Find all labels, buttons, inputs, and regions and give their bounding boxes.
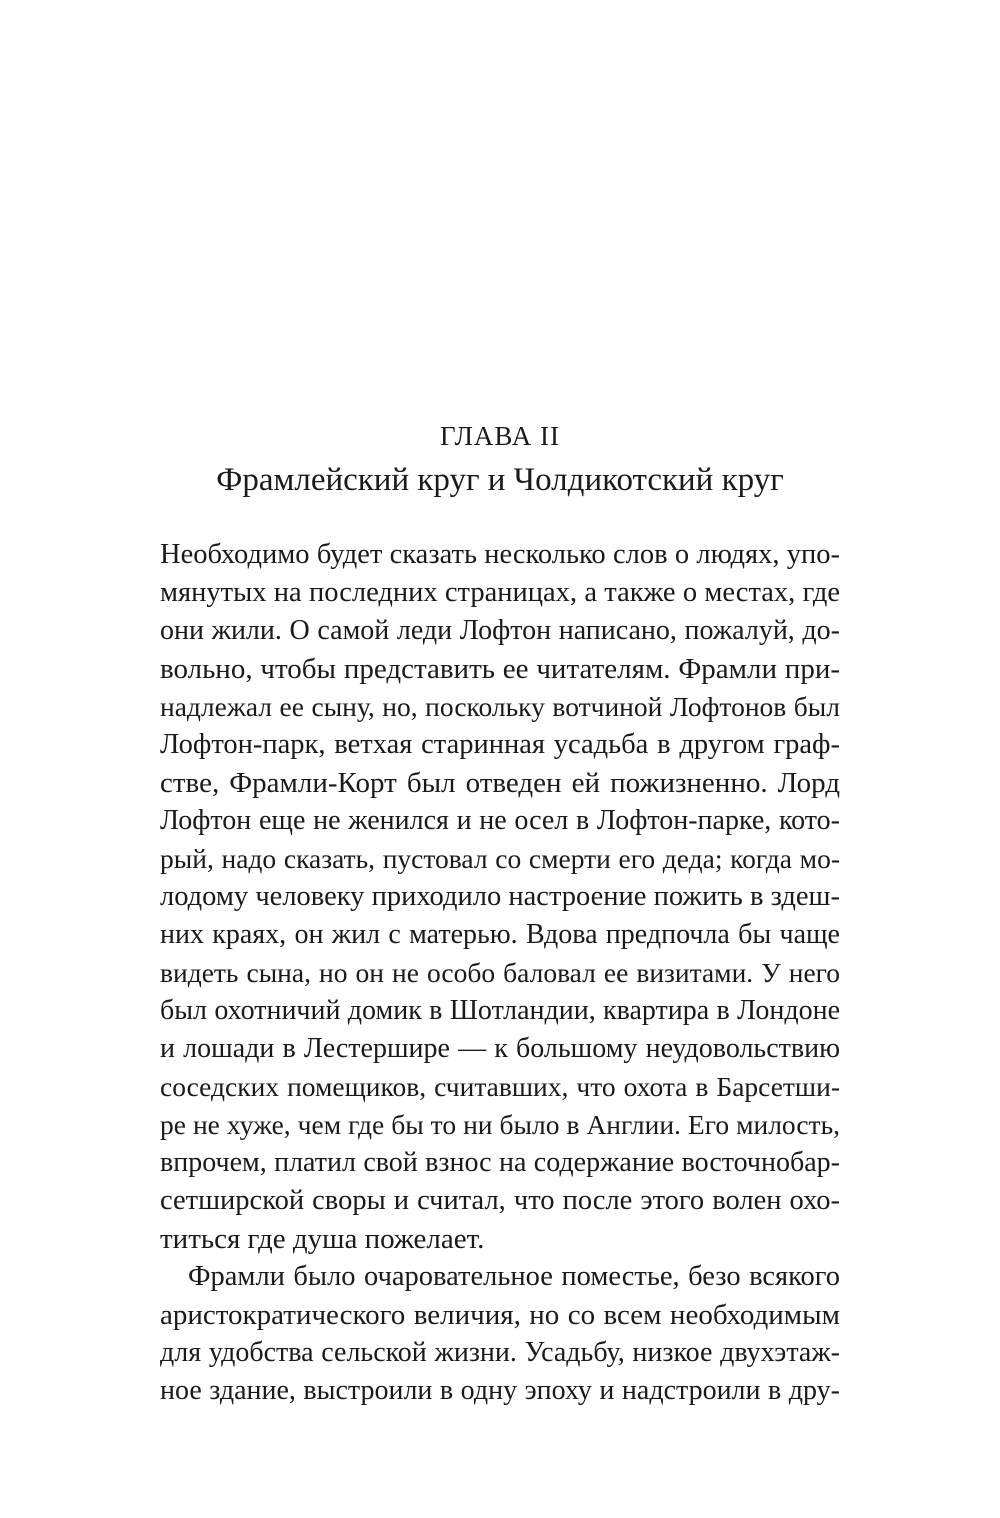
text-line: соседских помещиков, считавших, что охота в Барсетши- xyxy=(160,1071,840,1102)
text-line: Фрамли было очаровательное поместье, безо всякого xyxy=(188,1261,840,1292)
text-line: стве, Фрамли-Корт был отведен ей пожизненно. Лорд xyxy=(160,767,840,799)
paragraph-1 xyxy=(160,536,840,1258)
text-line: и лошади в Лестершире — к большому неудовольствию xyxy=(160,1033,840,1064)
text-line: сетширской своры и считал, что после этого волен охо- xyxy=(160,1185,840,1216)
text-line: они жили. О самой леди Лофтон написано, пожалуй, до- xyxy=(160,615,840,646)
text-line: впрочем, платил свой взнос на содержание восточнобар- xyxy=(160,1147,840,1178)
chapter-title: Фрамлейский круг и Чолдикотский круг xyxy=(216,462,784,498)
text-line: надлежал ее сыну, но, поскольку вотчиной Лофтонов был xyxy=(160,691,840,722)
text-line: Необходимо будет сказать несколько слов о людях, упо- xyxy=(160,539,840,570)
text-line: Лофтон-парк, ветхая старинная усадьба в другом граф- xyxy=(160,729,840,760)
text-line: титься где душа пожелает. xyxy=(160,1223,485,1255)
text-line: видеть сына, но он не особо баловал ее визитами. У него xyxy=(160,957,840,988)
text-line: Лофтон еще не женился и не осел в Лофтон-парке, кото- xyxy=(160,805,840,836)
text-line: вольно, чтобы представить ее читателям. Фрамли при- xyxy=(160,653,840,685)
text-line: мянутых на последних страницах, а также о местах, где xyxy=(160,577,840,608)
text-line: ре не хуже, чем где бы то ни было в Англии. Его милость, xyxy=(160,1109,840,1140)
paragraph-2 xyxy=(160,1258,840,1410)
text-line: рый, надо сказать, пустовал со смерти его деда; когда мо- xyxy=(160,843,840,874)
text-line: для удобства сельской жизни. Усадьбу, низкое двухэтаж- xyxy=(160,1337,840,1368)
text-line: ное здание, выстроили в одну эпоху и надстроили в дру- xyxy=(160,1375,840,1406)
body-text xyxy=(160,536,840,1410)
text-line: лодому человеку приходило настроение пожить в здеш- xyxy=(160,881,840,912)
text-line: них краях, он жил с матерью. Вдова предпочла бы чаще xyxy=(160,919,840,950)
text-line: был охотничий домик в Шотландии, квартира в Лондоне xyxy=(160,995,840,1026)
text-line: аристократического величия, но со всем необходимым xyxy=(160,1299,840,1331)
chapter-label: ГЛАВА II xyxy=(440,421,560,451)
